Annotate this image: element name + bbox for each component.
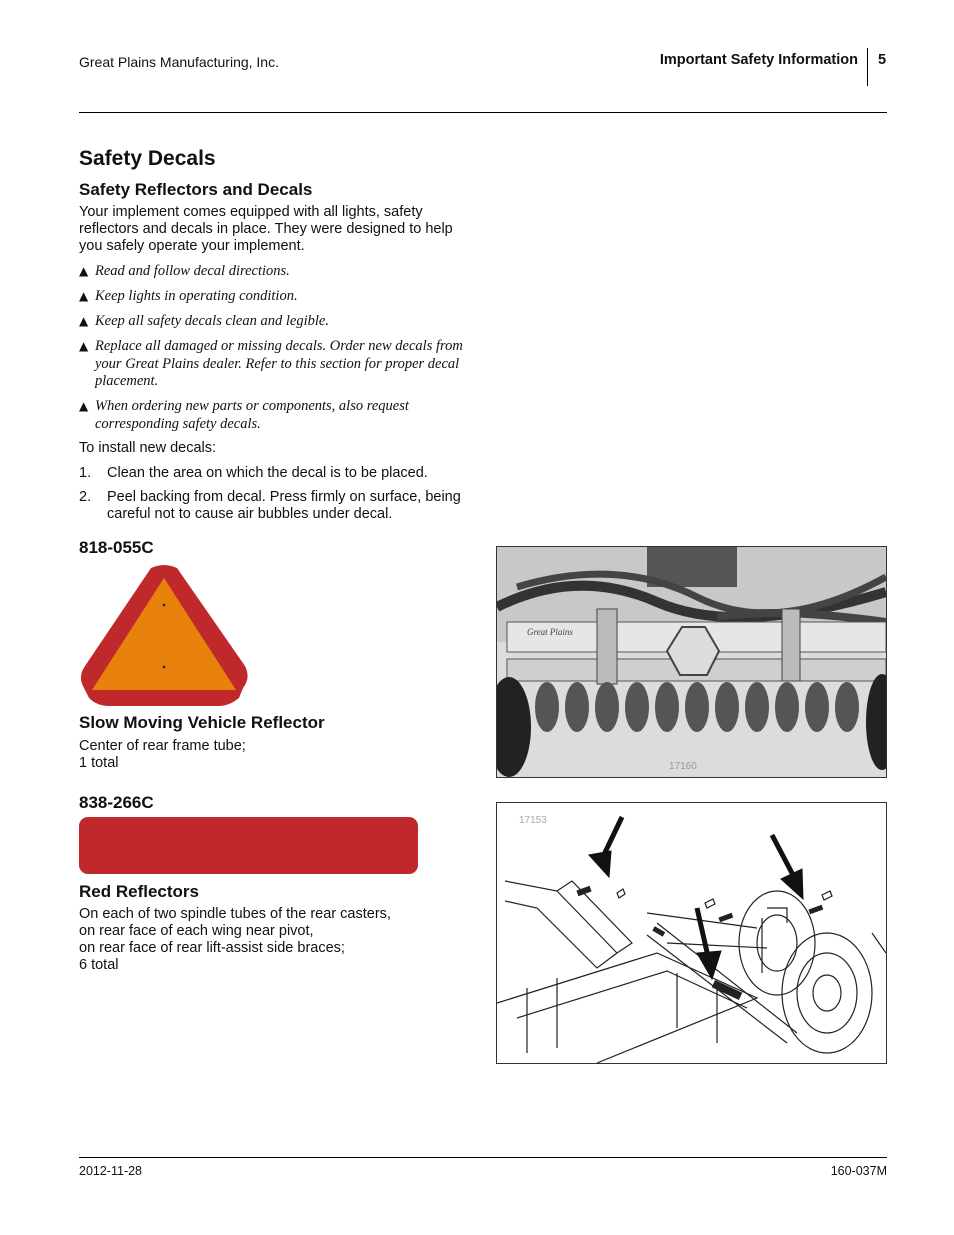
warning-triangle-icon: ▲ <box>79 399 89 413</box>
step-item: 1. Clean the area on which the decal is to be placed. <box>79 465 428 481</box>
decal-part-number: 838-266C <box>79 793 154 812</box>
header-section: Important Safety Information <box>659 52 858 68</box>
install-intro: To install new decals: <box>79 440 217 456</box>
photo-figure-number: 17160 <box>669 761 697 772</box>
warning-triangle-icon: ▲ <box>79 289 89 303</box>
decal-count: 1 total <box>79 755 119 771</box>
bullet-item: ▲ Keep lights in operating condition. <box>79 288 298 304</box>
decal-location-line: On each of two spindle tubes of the rear casters, <box>79 906 391 922</box>
decal-count: 6 total <box>79 957 119 973</box>
decal-location: Center of rear frame tube; <box>79 738 246 754</box>
header-company: Great Plains Manufacturing, Inc. <box>79 54 279 70</box>
bullet-item: ▲ Keep all safety decals clean and legible. <box>79 313 329 329</box>
decal-location-line: on rear face of each wing near pivot, <box>79 923 314 939</box>
footer-rule <box>79 1157 887 1158</box>
caster-drawing <box>496 802 887 1064</box>
smv-reflector-image <box>79 564 250 708</box>
intro-paragraph: Your implement comes equipped with all lights, safety reflectors and decals in place. They were designed to help you safely operate your implement. <box>79 204 453 254</box>
header-divider <box>867 48 868 86</box>
drill-photo <box>496 546 887 778</box>
decal-part-number: 818-055C <box>79 538 154 557</box>
photo-brand-text: Great Plains <box>527 627 573 637</box>
section-heading: Safety Reflectors and Decals <box>79 180 313 199</box>
warning-triangle-icon: ▲ <box>79 314 89 328</box>
decal-name: Red Reflectors <box>79 882 199 901</box>
decal-name: Slow Moving Vehicle Reflector <box>79 713 325 732</box>
decal-location-line: on rear face of rear lift-assist side braces; <box>79 940 345 956</box>
bullet-item: ▲ When ordering new parts or components, also request corresponding safety decals. <box>79 398 409 432</box>
warning-triangle-icon: ▲ <box>79 339 89 353</box>
page-number: 5 <box>878 52 887 68</box>
drawing-figure-number: 17153 <box>519 815 547 826</box>
red-reflector-image <box>79 817 418 874</box>
header-rule <box>79 112 887 113</box>
footer-date: 2012-11-28 <box>79 1164 143 1178</box>
page-title: Safety Decals <box>79 147 216 170</box>
bullet-item: ▲ Read and follow decal directions. <box>79 263 290 279</box>
footer-doc-number: 160-037M <box>830 1164 887 1178</box>
warning-triangle-icon: ▲ <box>79 264 89 278</box>
step-item: 2. Peel backing from decal. Press firmly on surface, being careful not to cause air bubbles under decal. <box>79 489 461 522</box>
bullet-item: ▲ Replace all damaged or missing decals. Order new decals from your Great Plains dealer. Refer to this section for proper decal placement. <box>79 338 463 389</box>
